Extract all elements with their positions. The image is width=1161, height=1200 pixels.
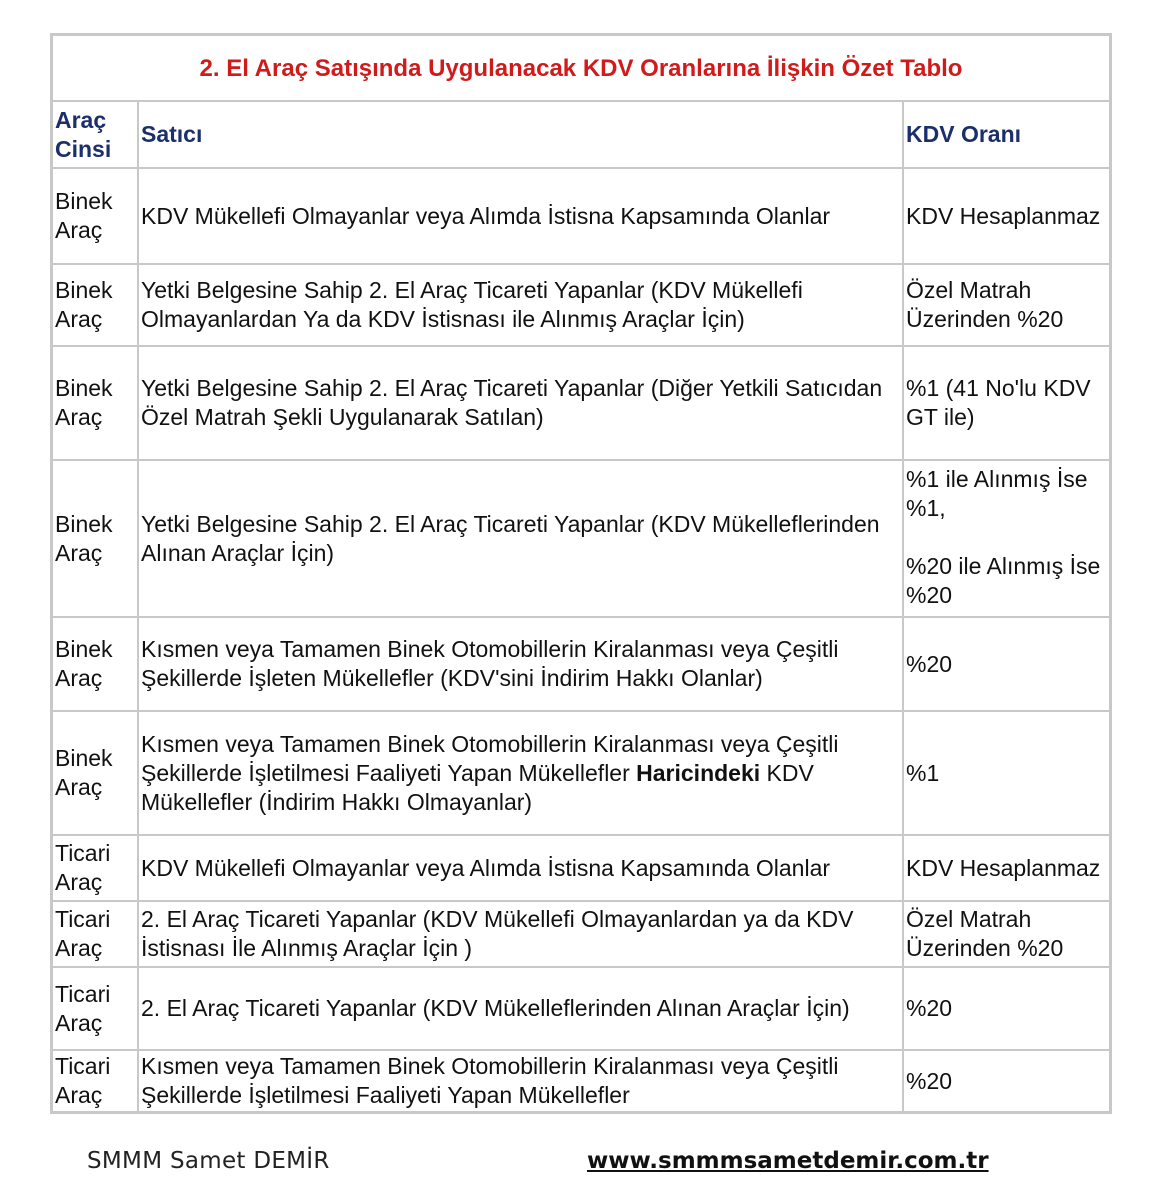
vehicle-type-cell: Ticari Araç [52,901,138,967]
seller-cell: 2. El Araç Ticareti Yapanlar (KDV Mükellefi Olmayanlardan ya da KDV İstisnası İle Alınmış Araçlar İçin ) [138,901,903,967]
kdv-rate-cell: %20 [903,617,1110,711]
seller-text: Kısmen veya Tamamen Binek Otomobillerin Kiralanması veya Çeşitli Şekillerde İşletilmesi Faaliyeti Yapan Mükellefler [141,730,839,786]
seller-cell: Yetki Belgesine Sahip 2. El Araç Ticareti Yapanlar (Diğer Yetkili Satıcıdan Özel Matrah Şekli Uygulanarak Satılan) [138,346,903,460]
seller-cell [138,711,903,835]
kdv-rate-cell: Özel Matrah Üzerinden %20 [903,901,1110,967]
seller-text: KDV Mükellefler (İndirim Hakkı Olmayanlar) [141,759,814,815]
vehicle-type-cell: Binek Araç [52,711,138,835]
website-link[interactable]: www.smmmsametdemir.com.tr [587,1148,989,1174]
kdv-rate-cell: %1 (41 No'lu KDV GT ile) [903,346,1110,460]
table-row [52,346,1110,460]
kdv-rate-cell: %20 [903,967,1110,1050]
kdv-rate-cell [903,460,1110,617]
seller-cell: KDV Mükellefi Olmayanlar veya Alımda İstisna Kapsamında Olanlar [138,835,903,901]
table-row [52,967,1110,1050]
header-seller: Satıcı [138,101,903,168]
table-row [52,460,1110,617]
seller-emphasis: Haricindeki [636,759,761,786]
author-name: SMMM Samet DEMİR [87,1148,330,1174]
kdv-rate-cell: Özel Matrah Üzerinden %20 [903,264,1110,346]
kdv-rate-cell: KDV Hesaplanmaz [903,168,1110,264]
seller-cell: Yetki Belgesine Sahip 2. El Araç Ticareti Yapanlar (KDV Mükelleflerinden Alınan Araçlar İçin) [138,460,903,617]
header-vehicle-type: Araç Cinsi [52,101,138,168]
spacer [906,523,1107,552]
vehicle-type-cell: Ticari Araç [52,835,138,901]
table-row [52,711,1110,835]
table-title: 2. El Araç Satışında Uygulanacak KDV Oranlarına İlişkin Özet Tablo [52,35,1110,101]
table-row [52,1050,1110,1112]
vehicle-type-cell: Ticari Araç [52,967,138,1050]
vehicle-type-cell: Binek Araç [52,617,138,711]
kdv-rate-line: %20 ile Alınmış İse %20 [906,553,1101,608]
kdv-rate-line: %1 ile Alınmış İse %1, [906,466,1088,521]
table-row [52,264,1110,346]
kdv-rate-cell: KDV Hesaplanmaz [903,835,1110,901]
seller-cell: 2. El Araç Ticareti Yapanlar (KDV Mükelleflerinden Alınan Araçlar İçin) [138,967,903,1050]
seller-cell: Kısmen veya Tamamen Binek Otomobillerin Kiralanması veya Çeşitli Şekillerde İşletilmesi Faaliyeti Yapan Mükellefler [138,1050,903,1112]
vehicle-type-cell: Binek Araç [52,460,138,617]
kdv-rate-cell: %20 [903,1050,1110,1112]
table-row [52,617,1110,711]
table-row [52,168,1110,264]
vehicle-type-cell: Binek Araç [52,168,138,264]
header-kdv-rate: KDV Oranı [903,101,1110,168]
kdv-summary-table [50,33,1112,1114]
seller-cell: Kısmen veya Tamamen Binek Otomobillerin Kiralanması veya Çeşitli Şekillerde İşleten Mükellefler (KDV'sini İndirim Hakkı Olanlar) [138,617,903,711]
table-row [52,901,1110,967]
kdv-rate-cell: %1 [903,711,1110,835]
header-row [52,101,1110,168]
vehicle-type-cell: Binek Araç [52,264,138,346]
seller-cell: KDV Mükellefi Olmayanlar veya Alımda İstisna Kapsamında Olanlar [138,168,903,264]
seller-cell: Yetki Belgesine Sahip 2. El Araç Ticareti Yapanlar (KDV Mükellefi Olmayanlardan Ya da KDV İstisnası ile Alınmış Araçlar İçin) [138,264,903,346]
vehicle-type-cell: Ticari Araç [52,1050,138,1112]
title-row [52,35,1110,101]
vehicle-type-cell: Binek Araç [52,346,138,460]
table-row [52,835,1110,901]
